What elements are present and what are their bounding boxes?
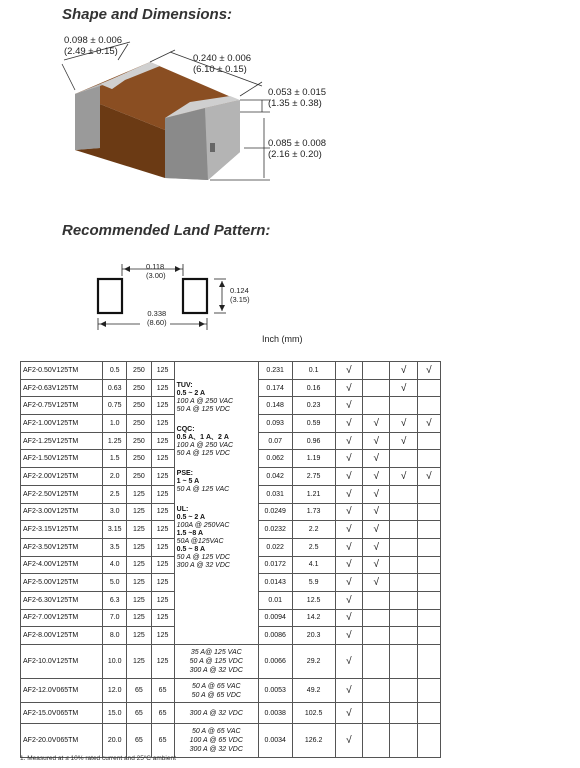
part-number-cell: AF2-4.00V125TM [21, 556, 103, 574]
amp-cell: 8.0 [103, 627, 127, 645]
land-pattern [98, 279, 207, 313]
rating-line: 300 A @ 32 VDC [189, 667, 243, 674]
part-number-cell: AF2-10.0V125TM [21, 645, 103, 679]
v2-cell: 125 [151, 591, 174, 609]
amp-cell: 2.5 [103, 485, 127, 503]
i2t-cell: 2.75 [292, 468, 335, 486]
v1-cell: 65 [127, 724, 151, 758]
approval-check-cell: √ [363, 503, 390, 521]
approval-check-cell: √ [335, 415, 362, 433]
part-number-cell: AF2-15.0V065TM [21, 703, 103, 724]
res-cell: 0.0232 [258, 521, 292, 539]
v1-cell: 250 [127, 362, 151, 380]
approval-check-cell: √ [390, 415, 417, 433]
v2-cell: 125 [151, 521, 174, 539]
v1-cell: 65 [127, 679, 151, 703]
part-number-cell: AF2-0.50V125TM [21, 362, 103, 380]
v1-cell: 125 [127, 556, 151, 574]
v1-cell: 65 [127, 703, 151, 724]
approval-check-cell: √ [335, 432, 362, 450]
agency-line: CQC: [176, 426, 195, 433]
v1-cell: 125 [127, 485, 151, 503]
amp-cell: 1.25 [103, 432, 127, 450]
v1-cell: 125 [127, 521, 151, 539]
amp-cell: 2.0 [103, 468, 127, 486]
part-number-cell: AF2-7.00V125TM [21, 609, 103, 627]
land-pad-label: 0.124 (3.15) [230, 286, 250, 304]
part-number-cell: AF2-2.00V125TM [21, 468, 103, 486]
v2-cell: 125 [151, 362, 174, 380]
v1-cell: 250 [127, 415, 151, 433]
agency-line: 100 A @ 250 VAC [176, 442, 234, 449]
agency-line: 0.5 ~ 2 A [176, 390, 205, 397]
res-cell: 0.0086 [258, 627, 292, 645]
v2-cell: 125 [151, 556, 174, 574]
approval-check-cell: √ [335, 485, 362, 503]
amp-cell: 7.0 [103, 609, 127, 627]
v1-cell: 250 [127, 397, 151, 415]
approval-check-cell [390, 703, 417, 724]
i2t-cell: 2.2 [292, 521, 335, 539]
amp-cell: 3.15 [103, 521, 127, 539]
approval-check-cell: √ [390, 468, 417, 486]
approval-check-cell [390, 450, 417, 468]
res-cell: 0.0143 [258, 574, 292, 592]
amp-cell: 20.0 [103, 724, 127, 758]
approval-check-cell: √ [363, 574, 390, 592]
v2-cell: 125 [151, 645, 174, 679]
approval-check-cell [390, 627, 417, 645]
res-cell: 0.031 [258, 485, 292, 503]
agency-line: 1 ~ 5 A [176, 478, 200, 485]
v1-cell: 125 [127, 503, 151, 521]
approval-check-cell: √ [363, 538, 390, 556]
land-pattern-heading: Recommended Land Pattern: [62, 222, 271, 239]
part-number-cell: AF2-20.0V065TM [21, 724, 103, 758]
rating-line: 100 A @ 65 VDC [189, 737, 243, 744]
table-row-large [21, 724, 441, 758]
part-number-cell: AF2-5.00V125TM [21, 574, 103, 592]
res-cell: 0.174 [258, 379, 292, 397]
res-cell: 0.231 [258, 362, 292, 380]
agency-line: 0.5 A、1 A、2 A [176, 434, 229, 441]
agency-line: 50 A @ 125 VDC [176, 406, 230, 413]
approval-check-cell [417, 724, 440, 758]
approval-check-cell [417, 591, 440, 609]
v1-cell: 125 [127, 591, 151, 609]
i2t-cell: 0.59 [292, 415, 335, 433]
approval-check-cell [363, 609, 390, 627]
approval-check-cell: √ [417, 468, 440, 486]
approval-check-cell [417, 397, 440, 415]
agency-ratings-cell [174, 362, 258, 645]
i2t-cell: 5.9 [292, 574, 335, 592]
v2-cell: 125 [151, 468, 174, 486]
shape-dimensions-heading: Shape and Dimensions: [62, 6, 233, 23]
approval-check-cell [417, 379, 440, 397]
part-number-cell: AF2-0.63V125TM [21, 379, 103, 397]
amp-cell: 1.0 [103, 415, 127, 433]
approval-check-cell [417, 574, 440, 592]
approval-check-cell: √ [335, 538, 362, 556]
v1-cell: 250 [127, 468, 151, 486]
agency-line: 100A @ 250VAC [176, 522, 230, 529]
part-number-cell: AF2-8.00V125TM [21, 627, 103, 645]
i2t-cell: 1.73 [292, 503, 335, 521]
i2t-cell: 0.23 [292, 397, 335, 415]
i2t-cell: 1.19 [292, 450, 335, 468]
approval-check-cell: √ [390, 362, 417, 380]
part-number-cell: AF2-12.0V065TM [21, 679, 103, 703]
approval-check-cell: √ [363, 450, 390, 468]
approval-check-cell: √ [363, 468, 390, 486]
approval-check-cell: √ [363, 432, 390, 450]
v2-cell: 125 [151, 538, 174, 556]
res-cell: 0.0172 [258, 556, 292, 574]
approval-check-cell: √ [335, 703, 362, 724]
res-cell: 0.0053 [258, 679, 292, 703]
dim-width: 0.098 ± 0.006 (2.49 ± 0.15) [64, 35, 123, 57]
i2t-cell: 0.96 [292, 432, 335, 450]
approval-check-cell: √ [335, 362, 362, 380]
amp-cell: 15.0 [103, 703, 127, 724]
approval-check-cell [390, 645, 417, 679]
v1-cell: 125 [127, 627, 151, 645]
v2-cell: 125 [151, 485, 174, 503]
agency-line: 100 A @ 250 VAC [176, 398, 234, 405]
approval-check-cell: √ [390, 432, 417, 450]
i2t-cell: 0.1 [292, 362, 335, 380]
agency-line: PSE: [176, 470, 193, 477]
table-row-large [21, 703, 441, 724]
res-cell: 0.07 [258, 432, 292, 450]
approval-check-cell: √ [417, 415, 440, 433]
amp-cell: 0.63 [103, 379, 127, 397]
amp-cell: 12.0 [103, 679, 127, 703]
res-cell: 0.0034 [258, 724, 292, 758]
dim-height: 0.085 ± 0.008 (2.16 ± 0.20) [268, 138, 327, 160]
approval-check-cell [390, 556, 417, 574]
i2t-cell: 102.5 [292, 703, 335, 724]
approval-check-cell [417, 432, 440, 450]
units-label: Inch (mm) [262, 334, 303, 344]
agency-line: 300 A @ 32 VDC [176, 562, 230, 569]
approval-check-cell [363, 397, 390, 415]
part-number-cell: AF2-2.50V125TM [21, 485, 103, 503]
i2t-cell: 2.5 [292, 538, 335, 556]
agency-line: 50 A @ 125 VDC [176, 450, 230, 457]
approval-check-cell [390, 538, 417, 556]
amp-cell: 10.0 [103, 645, 127, 679]
part-number-cell: AF2-1.50V125TM [21, 450, 103, 468]
v2-cell: 65 [151, 679, 174, 703]
part-number-cell: AF2-0.75V125TM [21, 397, 103, 415]
approval-check-cell: √ [363, 485, 390, 503]
res-cell: 0.0038 [258, 703, 292, 724]
v2-cell: 65 [151, 703, 174, 724]
rating-line: 50 A @ 125 VDC [189, 658, 243, 665]
approval-check-cell [390, 503, 417, 521]
approval-check-cell [390, 574, 417, 592]
res-cell: 0.0094 [258, 609, 292, 627]
agency-line: 0.5 ~ 2 A [176, 514, 205, 521]
approval-check-cell: √ [417, 362, 440, 380]
approval-check-cell [390, 724, 417, 758]
approval-check-cell: √ [363, 556, 390, 574]
v1-cell: 125 [127, 609, 151, 627]
i2t-cell: 20.3 [292, 627, 335, 645]
rating-line: 300 A @ 32 VDC [189, 709, 243, 717]
res-cell: 0.0249 [258, 503, 292, 521]
part-number-cell: AF2-3.00V125TM [21, 503, 103, 521]
approval-check-cell: √ [363, 521, 390, 539]
approval-check-cell [363, 679, 390, 703]
v1-cell: 125 [127, 645, 151, 679]
approval-check-cell [417, 627, 440, 645]
approval-check-cell: √ [335, 397, 362, 415]
amp-cell: 0.5 [103, 362, 127, 380]
i2t-cell: 4.1 [292, 556, 335, 574]
v1-cell: 250 [127, 450, 151, 468]
part-number-cell: AF2-1.25V125TM [21, 432, 103, 450]
part-number-cell: AF2-3.15V125TM [21, 521, 103, 539]
approval-check-cell: √ [335, 503, 362, 521]
approval-check-cell: √ [335, 645, 362, 679]
approval-check-cell: √ [335, 468, 362, 486]
approval-check-cell [390, 609, 417, 627]
approval-check-cell: √ [335, 521, 362, 539]
v2-cell: 125 [151, 397, 174, 415]
amp-cell: 5.0 [103, 574, 127, 592]
v2-cell: 125 [151, 415, 174, 433]
amp-cell: 3.5 [103, 538, 127, 556]
approval-check-cell [417, 538, 440, 556]
i2t-cell: 12.5 [292, 591, 335, 609]
approval-check-cell [417, 679, 440, 703]
table-row-large [21, 645, 441, 679]
approval-check-cell: √ [335, 627, 362, 645]
approval-check-cell: √ [390, 379, 417, 397]
approval-check-cell: √ [335, 609, 362, 627]
table-row-large [21, 679, 441, 703]
approval-check-cell [390, 679, 417, 703]
agency-line: UL: [176, 506, 189, 513]
rating-line: 50 A @ 65 VDC [191, 691, 241, 699]
approval-check-cell: √ [335, 379, 362, 397]
v1-cell: 250 [127, 432, 151, 450]
i2t-cell: 126.2 [292, 724, 335, 758]
approval-check-cell: √ [363, 415, 390, 433]
approval-check-cell [417, 556, 440, 574]
amp-cell: 1.5 [103, 450, 127, 468]
approval-check-cell [363, 627, 390, 645]
spec-table [20, 361, 441, 758]
approval-check-cell [390, 521, 417, 539]
approval-check-cell [417, 521, 440, 539]
approval-check-cell [417, 503, 440, 521]
i2t-cell: 29.2 [292, 645, 335, 679]
dim-terminal: 0.053 ± 0.015 (1.35 ± 0.38) [268, 87, 327, 109]
rating-cell [174, 724, 258, 758]
v2-cell: 125 [151, 379, 174, 397]
land-pad-right [183, 279, 207, 313]
part-number-cell: AF2-1.00V125TM [21, 415, 103, 433]
res-cell: 0.022 [258, 538, 292, 556]
res-cell: 0.042 [258, 468, 292, 486]
rating-line: 50 A @ 65 VAC [191, 682, 241, 690]
res-cell: 0.093 [258, 415, 292, 433]
land-gap-label: 0.118 (3.00) [146, 262, 166, 280]
approval-check-cell: √ [335, 450, 362, 468]
v2-cell: 125 [151, 627, 174, 645]
res-cell: 0.062 [258, 450, 292, 468]
i2t-cell: 1.21 [292, 485, 335, 503]
land-total-label: 0.338 (8.60) [147, 309, 167, 327]
agency-line: 50A @125VAC [176, 538, 224, 545]
v2-cell: 125 [151, 432, 174, 450]
amp-cell: 4.0 [103, 556, 127, 574]
v2-cell: 125 [151, 574, 174, 592]
approval-check-cell [390, 397, 417, 415]
res-cell: 0.0066 [258, 645, 292, 679]
approval-check-cell: √ [335, 679, 362, 703]
approval-check-cell [363, 645, 390, 679]
land-pad-left [98, 279, 122, 313]
approval-check-cell [417, 485, 440, 503]
approval-check-cell [417, 450, 440, 468]
approval-check-cell: √ [335, 724, 362, 758]
rating-line: 35 A@ 125 VAC [190, 649, 242, 656]
approval-check-cell: √ [335, 591, 362, 609]
dim-length: 0.240 ± 0.006 (6.10 ± 0.15) [193, 53, 252, 75]
rating-cell [174, 703, 258, 724]
approval-check-cell [363, 591, 390, 609]
v1-cell: 125 [127, 574, 151, 592]
table-row [21, 362, 441, 380]
v2-cell: 125 [151, 503, 174, 521]
v2-cell: 125 [151, 609, 174, 627]
res-cell: 0.01 [258, 591, 292, 609]
approval-check-cell [417, 703, 440, 724]
agency-line: 0.5 ~ 8 A [176, 546, 205, 553]
approval-check-cell [390, 591, 417, 609]
approval-check-cell: √ [335, 574, 362, 592]
approval-check-cell [417, 609, 440, 627]
amp-cell: 0.75 [103, 397, 127, 415]
v1-cell: 250 [127, 379, 151, 397]
i2t-cell: 49.2 [292, 679, 335, 703]
agency-line: 1.5 ~8 A [176, 530, 204, 537]
amp-cell: 3.0 [103, 503, 127, 521]
part-number-cell: AF2-3.50V125TM [21, 538, 103, 556]
approval-check-cell: √ [335, 556, 362, 574]
v2-cell: 125 [151, 450, 174, 468]
part-number-cell: AF2-6.30V125TM [21, 591, 103, 609]
approval-check-cell [417, 645, 440, 679]
agency-line: TUV: [176, 382, 193, 389]
footnote: 1. Measured at ≤ 10% rated current and 25ºC ambient [20, 755, 176, 762]
v2-cell: 65 [151, 724, 174, 758]
rating-line: 300 A @ 32 VDC [189, 746, 243, 753]
approval-check-cell [390, 485, 417, 503]
rating-cell [174, 679, 258, 703]
rating-cell [174, 645, 258, 679]
approval-check-cell [363, 724, 390, 758]
approval-check-cell [363, 362, 390, 380]
amp-cell: 6.3 [103, 591, 127, 609]
approval-check-cell [363, 703, 390, 724]
agency-line: 50 A @ 125 VAC [176, 486, 230, 493]
v1-cell: 125 [127, 538, 151, 556]
approval-check-cell [363, 379, 390, 397]
i2t-cell: 14.2 [292, 609, 335, 627]
rating-line: 50 A @ 65 VAC [191, 728, 241, 735]
res-cell: 0.148 [258, 397, 292, 415]
agency-line: 50 A @ 125 VDC [176, 554, 230, 561]
i2t-cell: 0.16 [292, 379, 335, 397]
